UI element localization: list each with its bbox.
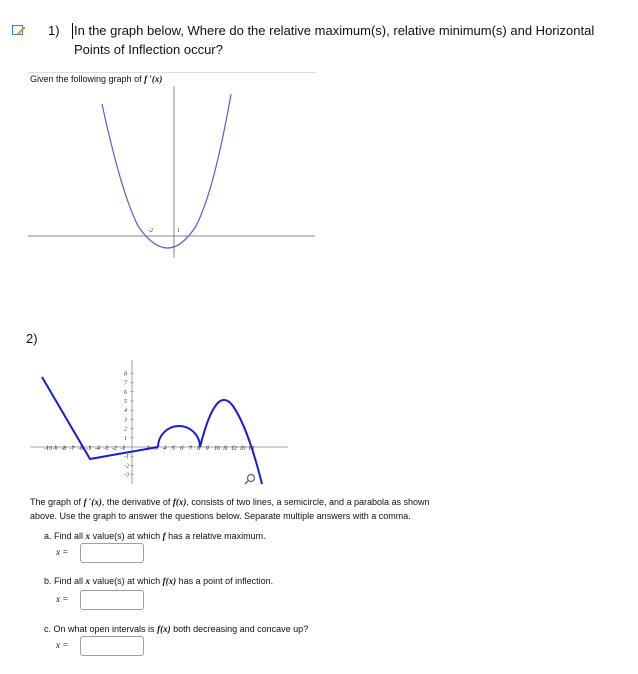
q2-x-tick-label: 4 xyxy=(163,446,166,452)
q2-x-tick-label: 13 xyxy=(239,446,246,452)
q2-y-tick-label: 2 xyxy=(124,426,127,433)
q2-fprime: f ′(x) xyxy=(83,497,102,507)
q2-y-tick-label: 1 xyxy=(124,435,127,442)
q2-y-tick-label: -2 xyxy=(124,463,129,470)
q2-x-tick-label: -2 xyxy=(112,446,117,452)
q1-question-line2: Points of Inflection occur? xyxy=(74,42,223,57)
q2-y-tick-label: 7 xyxy=(124,380,127,387)
q2-a-answer-input[interactable] xyxy=(80,543,144,563)
q1-question-line1: In the graph below, Where do the relative maximum(s), relative minimum(s) and Horizontal xyxy=(74,23,595,38)
q1-given-label: Given the following graph of f ′(x) xyxy=(30,74,163,84)
q1-tick-1: 1 xyxy=(177,228,180,234)
q2-y-tick-label: 8 xyxy=(124,371,127,378)
q2-semicircle xyxy=(158,426,200,447)
magnify-icon[interactable] xyxy=(244,472,256,484)
q2-b-answer-input[interactable] xyxy=(80,590,144,610)
q1-divider xyxy=(28,72,316,73)
q2-x-tick-label: -3 xyxy=(103,446,109,452)
q2-x-tick-label: 10 xyxy=(214,446,220,452)
q1-number: 1) xyxy=(48,23,60,38)
q1-graph xyxy=(28,86,318,258)
q2-x-tick-label: -7 xyxy=(69,446,75,452)
q2-x-tick-label: -5 xyxy=(86,446,92,452)
q2-x-tick-label: 2 xyxy=(146,446,149,452)
q2-x-tick-label: 8 xyxy=(197,446,200,452)
q2-x-tick-label: 9 xyxy=(205,446,209,452)
q1-tick-neg2: -2 xyxy=(148,228,153,234)
q2-y-tick-label: 5 xyxy=(124,399,127,405)
q2-c-answer-input[interactable] xyxy=(80,636,144,656)
q2-x-tick-label: -10 xyxy=(44,446,52,452)
q2-x-tick-label: 7 xyxy=(188,446,192,452)
q2-y-tick-label: -3 xyxy=(124,472,129,479)
q2-x-tick-label: 14 xyxy=(248,446,254,452)
q2-x-tick-label: 12 xyxy=(231,446,237,452)
edit-icon[interactable] xyxy=(12,24,26,36)
q2-x-tick-label: -8 xyxy=(61,446,66,452)
q2-x-tick-label: 6 xyxy=(180,446,183,452)
q2-x-tick-label: 5 xyxy=(171,446,175,452)
q2-part-b: b. Find all x value(s) at which f(x) has a point of inflection. xyxy=(44,576,274,586)
q2-x-tick-label: -1 xyxy=(120,446,126,452)
q2-x-tick-label: -6 xyxy=(78,446,83,452)
q2-x-tick-label: 3 xyxy=(154,446,158,452)
q2-part-a: a. Find all x value(s) at which f has a relative maximum. xyxy=(44,531,266,541)
q2-x-tick-label: 11 xyxy=(222,446,229,452)
q2-graph xyxy=(28,358,290,490)
q2-y-tick-label: 6 xyxy=(124,389,127,396)
q2-x-tick-label: -4 xyxy=(95,446,100,452)
q1-given-function: f ′(x) xyxy=(144,74,163,84)
q2-f: f(x) xyxy=(172,497,187,507)
q2-description-line1: The graph of f ′(x), the derivative of f(x), consists of two lines, a semicircle, and a parabola as shown xyxy=(30,497,430,507)
q2-number: 2) xyxy=(26,331,38,346)
q2-part-c: c. On what open intervals is f(x) both decreasing and concave up? xyxy=(44,624,309,634)
text-cursor xyxy=(72,23,73,39)
q1-parabola xyxy=(102,94,231,248)
q2-b-x-equals: x = xyxy=(56,594,69,604)
q2-y-tick-label: -1 xyxy=(124,454,129,461)
q2-y-tick-label: 3 xyxy=(124,417,127,424)
q2-x-tick-label: -9 xyxy=(52,446,58,452)
q2-description-line2: above. Use the graph to answer the questions below. Separate multiple answers with a comma. xyxy=(30,511,411,521)
q2-c-x-equals: x = xyxy=(56,640,69,650)
q2-y-tick-label: 4 xyxy=(124,408,127,415)
q2-a-x-equals: x = xyxy=(56,547,69,557)
